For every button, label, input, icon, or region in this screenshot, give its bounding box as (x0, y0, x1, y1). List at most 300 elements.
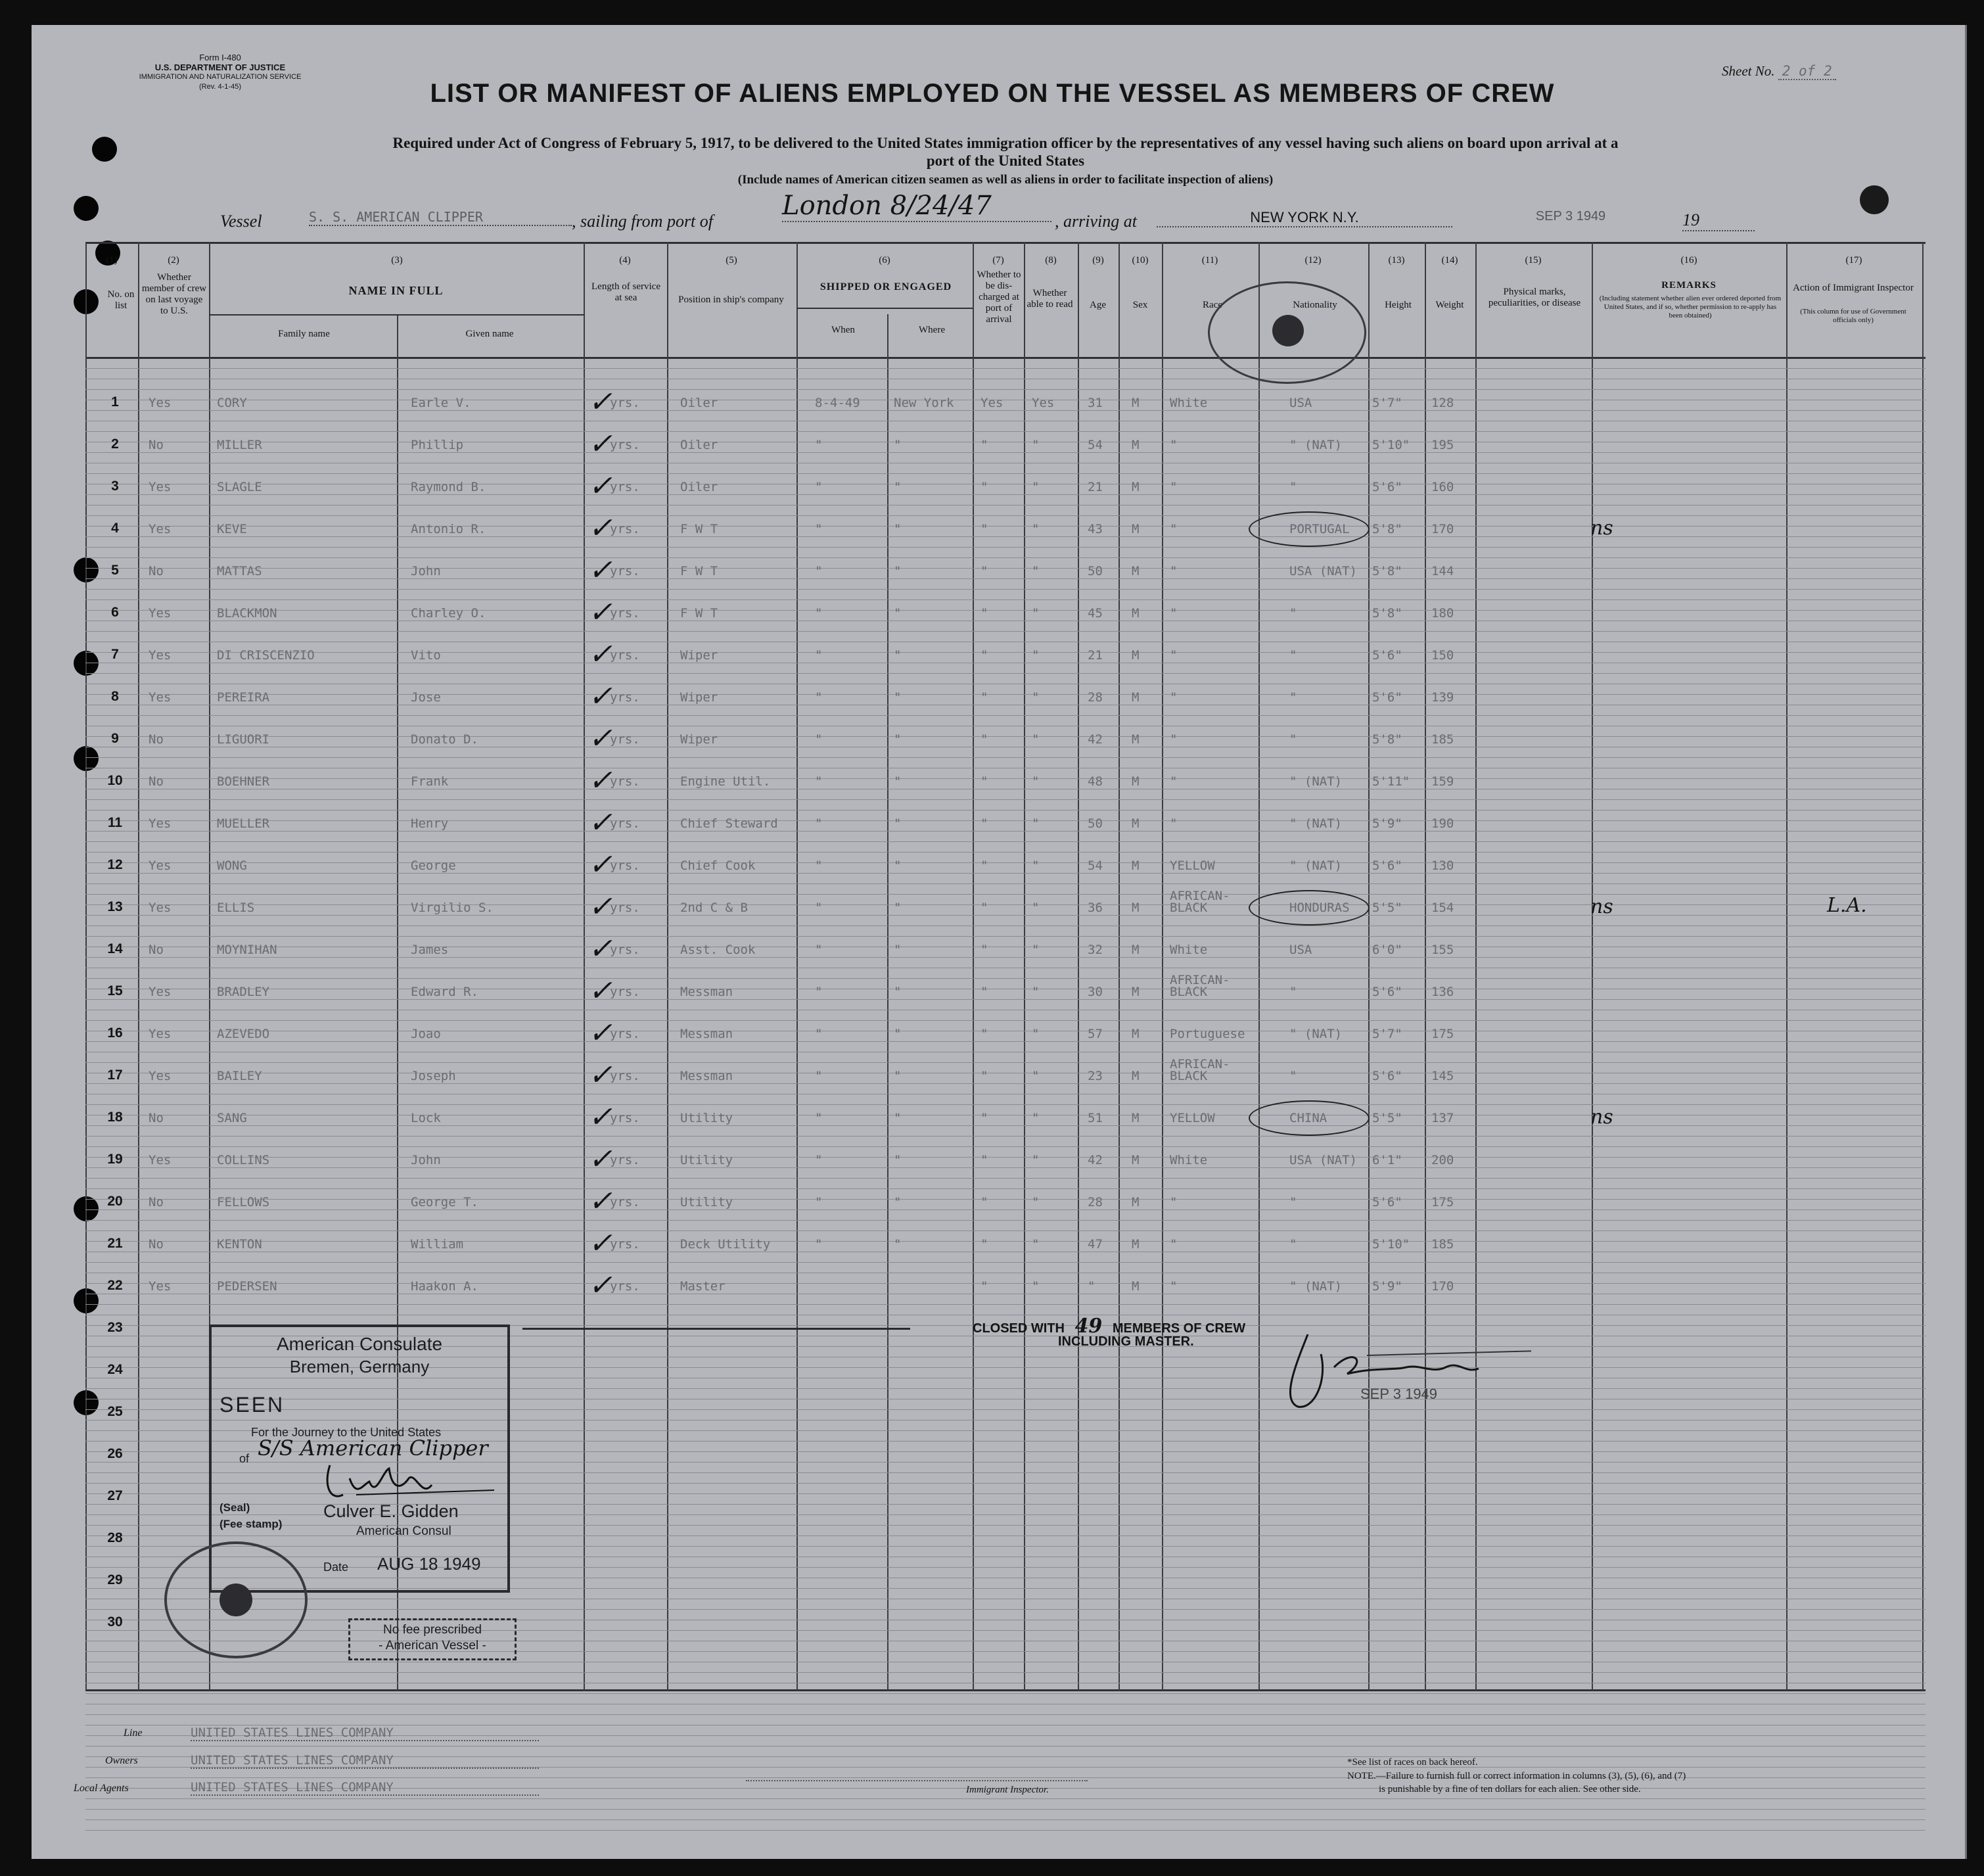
vessel-label: Vessel (220, 212, 262, 231)
column-number: (16) (1680, 255, 1697, 266)
ruled-line (85, 536, 1926, 537)
cell-given: Frank (411, 774, 449, 789)
ruled-line (85, 1146, 1926, 1147)
cell-prev: Yes (149, 985, 172, 999)
ruled-line (85, 1798, 1926, 1799)
remarks-initials: ns (1590, 517, 1613, 540)
cell-prev: Yes (149, 606, 172, 621)
header-name-in-full: NAME IN FULL (348, 284, 444, 297)
cell-service: yrs. (610, 1069, 640, 1083)
cell-nat: " (1289, 1195, 1297, 1209)
no-fee-line-1: No fee prescribed (383, 1623, 482, 1637)
ruled-line (85, 1714, 1926, 1715)
cell-where: " (894, 774, 902, 789)
ruled-line (85, 547, 1926, 548)
form-service: IMMIGRATION AND NATURALIZATION SERVICE (139, 73, 302, 81)
cell-weight: 155 (1431, 943, 1454, 957)
cell-where: " (894, 480, 902, 494)
cell-service: yrs. (610, 1279, 640, 1294)
cell-nat: " (NAT) (1289, 774, 1343, 789)
cell-position: Chief Steward (680, 816, 778, 831)
cell-when: " (815, 1069, 823, 1083)
consul-name: Culver E. Gidden (323, 1501, 459, 1521)
cell-weight: 144 (1431, 564, 1454, 578)
cell-sex: M (1132, 606, 1140, 621)
column-rule (887, 314, 888, 1691)
ruled-line (85, 368, 1926, 369)
ruled-line (85, 820, 1926, 821)
cell-given: Raymond B. (411, 480, 486, 494)
cell-when: " (815, 1237, 823, 1252)
cell-service: yrs. (610, 985, 640, 999)
cell-sex: M (1132, 648, 1140, 663)
cell-age: 21 (1088, 480, 1103, 494)
ruled-line (85, 1262, 1926, 1263)
cell-service: yrs. (610, 480, 640, 494)
consul-title: American Consul (356, 1524, 451, 1538)
cell-disch: " (980, 901, 988, 915)
header-family-name: Family name (278, 329, 330, 339)
column-number: (15) (1525, 255, 1542, 266)
ruled-line (85, 915, 1926, 916)
cell-where: New York (894, 396, 954, 410)
cell-when: " (815, 901, 823, 915)
cell-family: KENTON (217, 1237, 262, 1252)
cell-nat: " (NAT) (1289, 1027, 1343, 1041)
cell-height: 6'1" (1372, 1153, 1402, 1167)
cell-given: Earle V. (411, 396, 471, 410)
ruled-line (85, 557, 1926, 558)
cell-read: " (1032, 858, 1040, 873)
ruled-line (85, 610, 1926, 611)
check-mark-icon: ✓ (588, 427, 612, 461)
cell-position: Engine Util. (680, 774, 771, 789)
row-number: 12 (107, 857, 123, 872)
ruled-line (85, 1609, 1926, 1610)
cell-disch: " (980, 522, 988, 536)
punch-hole (92, 137, 117, 162)
cell-service: yrs. (610, 606, 640, 621)
cell-weight: 139 (1431, 690, 1454, 705)
cell-given: Charley O. (411, 606, 486, 621)
cell-position: F W T (680, 606, 718, 621)
cell-family: CORY (217, 396, 247, 410)
column-rule (1024, 242, 1025, 1691)
cell-sex: M (1132, 943, 1140, 957)
cell-family: AZEVEDO (217, 1027, 270, 1041)
row-number: 23 (107, 1320, 123, 1335)
cell-read: " (1032, 901, 1040, 915)
cell-age: 32 (1088, 943, 1103, 957)
ruled-line (85, 1819, 1926, 1820)
header-race: Race (1203, 300, 1222, 310)
row-number: 11 (107, 815, 123, 830)
subtitle-line-3: (Include names of American citizen seamen as well as aliens in order to facilitate inspection of aliens) (737, 173, 1274, 187)
cell-weight: 170 (1431, 1279, 1454, 1294)
ruled-line (85, 599, 1926, 600)
cell-family: BOEHNER (217, 774, 270, 789)
owners-label: Owners (105, 1755, 138, 1766)
cell-sex: M (1132, 858, 1140, 873)
cell-when: " (815, 606, 823, 621)
ruled-line (85, 578, 1926, 579)
cell-race: " (1170, 1195, 1178, 1209)
header-weight: Weight (1435, 300, 1464, 310)
row-number: 29 (107, 1572, 123, 1587)
form-revision: (Rev. 4-1-45) (199, 83, 241, 91)
subtitle-line-1: Required under Act of Congress of February 5, 1917, to be delivered to the United States immigration officer by the representatives of any vessel having such aliens on board upon arrival at a (392, 135, 1619, 151)
column-number: (6) (879, 255, 890, 266)
stamp-date: AUG 18 1949 (377, 1554, 481, 1574)
ruled-line (85, 831, 1926, 832)
cell-age: 57 (1088, 1027, 1103, 1041)
cell-disch: " (980, 438, 988, 452)
cell-prev: Yes (149, 1279, 172, 1294)
fee-stamp-label: (Fee stamp) (219, 1518, 283, 1530)
cell-nat: PORTUGAL (1289, 522, 1350, 536)
nationality-circle (1249, 511, 1370, 547)
ruled-line (85, 1178, 1926, 1179)
inspector-label: Immigrant Inspector. (966, 1785, 1049, 1795)
ruled-line (85, 1157, 1926, 1158)
cell-prev: Yes (149, 648, 172, 663)
cell-position: Utility (680, 1195, 733, 1209)
check-mark-icon: ✓ (588, 680, 612, 713)
cell-nat: " (NAT) (1289, 858, 1343, 873)
cell-weight: 175 (1431, 1027, 1454, 1041)
subtitle-line-2: port of the United States (926, 152, 1085, 169)
cell-disch: " (980, 858, 988, 873)
inspector-action: L.A. (1827, 894, 1867, 917)
row-number: 24 (107, 1362, 123, 1377)
ruled-line (85, 778, 1926, 779)
ruled-line (85, 694, 1926, 695)
cell-nat: " (1289, 1069, 1297, 1083)
header-no-on-list: No. on list (107, 289, 135, 311)
cell-family: KEVE (217, 522, 247, 536)
ruled-line (85, 1125, 1926, 1126)
header-shipped-or-engaged: SHIPPED OR ENGAGED (819, 281, 952, 293)
cell-disch: " (980, 1027, 988, 1041)
cell-age: 51 (1088, 1111, 1103, 1125)
cell-service: yrs. (610, 901, 640, 915)
row-number: 1 (111, 394, 119, 410)
cell-given: John (411, 1153, 441, 1167)
header-when: When (831, 325, 855, 335)
cell-height: 5'8" (1372, 564, 1402, 578)
cell-service: yrs. (610, 774, 640, 789)
cell-height: 5'9" (1372, 1279, 1402, 1294)
cell-weight: 150 (1431, 648, 1454, 663)
cell-position: 2nd C & B (680, 901, 748, 915)
table-top-rule (85, 242, 1926, 244)
row-number: 13 (107, 899, 123, 914)
cell-age: 45 (1088, 606, 1103, 621)
ruled-line (85, 494, 1926, 495)
ruled-line (85, 736, 1926, 737)
ruled-line (85, 1220, 1926, 1221)
cell-disch: Yes (980, 396, 1004, 410)
cell-position: Deck Utility (680, 1237, 771, 1252)
cell-given: Lock (411, 1111, 441, 1125)
cell-read: " (1032, 1069, 1040, 1083)
cell-service: yrs. (610, 396, 640, 410)
cell-position: Chief Cook (680, 858, 756, 873)
column-number: (1) (106, 255, 118, 266)
cell-weight: 130 (1431, 858, 1454, 873)
cell-when: " (815, 774, 823, 789)
cell-age: 31 (1088, 396, 1103, 410)
closing-count: 49 (1074, 1315, 1103, 1338)
cell-family: PEREIRA (217, 690, 270, 705)
cell-given: Edward R. (411, 985, 478, 999)
cell-disch: " (980, 816, 988, 831)
ruled-line (85, 1020, 1926, 1021)
column-number: (5) (726, 255, 737, 266)
cell-position: Messman (680, 1027, 733, 1041)
inspector-line (746, 1780, 1088, 1781)
master-signature (1268, 1328, 1531, 1413)
ruled-line (85, 1672, 1926, 1673)
column-number: (9) (1092, 255, 1104, 266)
cell-read: " (1032, 1111, 1040, 1125)
cell-nat: USA (NAT) (1289, 564, 1357, 578)
cell-disch: " (980, 606, 988, 621)
agents-value: UNITED STATES LINES COMPANY (191, 1780, 539, 1796)
row-number: 9 (111, 731, 119, 746)
cell-nat: " (NAT) (1289, 816, 1343, 831)
cell-read: " (1032, 816, 1040, 831)
cell-disch: " (980, 1069, 988, 1083)
column-rule (1786, 242, 1788, 1691)
header-nationality: Nationality (1293, 300, 1337, 310)
column-rule (1368, 242, 1370, 1691)
check-mark-icon: ✓ (588, 1058, 612, 1092)
cell-family: BRADLEY (217, 985, 270, 999)
cell-service: yrs. (610, 564, 640, 578)
strike-line (522, 1328, 910, 1330)
cell-height: 5'7" (1372, 396, 1402, 410)
cell-prev: Yes (149, 1069, 172, 1083)
journey-text: For the Journey to the United States (251, 1426, 442, 1439)
sheet-number (1722, 63, 1836, 80)
header-discharged: Whether to be dis-charged at port of arrival (977, 270, 1021, 325)
cell-age: 54 (1088, 438, 1103, 452)
cell-weight: 185 (1431, 1237, 1454, 1252)
cell-prev: Yes (149, 816, 172, 831)
cell-race: " (1170, 816, 1178, 831)
cell-read: " (1032, 648, 1040, 663)
cell-given: Donato D. (411, 732, 478, 747)
cell-nat: USA (1289, 396, 1312, 410)
cell-given: Joao (411, 1027, 441, 1041)
cell-prev: No (149, 1237, 164, 1252)
header-where: Where (919, 325, 945, 335)
cell-race: " (1170, 606, 1178, 621)
cell-family: BLACKMON (217, 606, 277, 621)
ruled-line (85, 1283, 1926, 1284)
check-mark-icon: ✓ (588, 511, 612, 545)
no-fee-line-2: - American Vessel - (379, 1639, 486, 1653)
cell-read: " (1032, 732, 1040, 747)
column-rule (1592, 242, 1593, 1691)
ruled-line (85, 568, 1926, 569)
cell-read: " (1032, 943, 1040, 957)
ruled-line (85, 799, 1926, 800)
cell-age: 42 (1088, 1153, 1103, 1167)
cell-position: F W T (680, 564, 718, 578)
check-mark-icon: ✓ (588, 974, 612, 1008)
cell-height: 6'0" (1372, 943, 1402, 957)
cell-disch: " (980, 480, 988, 494)
cell-prev: Yes (149, 690, 172, 705)
column-number: (14) (1441, 255, 1458, 266)
cell-given: Joseph (411, 1069, 456, 1083)
ruled-line (85, 1809, 1926, 1810)
cell-nat: USA (NAT) (1289, 1153, 1357, 1167)
cell-disch: " (980, 774, 988, 789)
cell-age: 48 (1088, 774, 1103, 789)
cell-age: 28 (1088, 690, 1103, 705)
ruled-line (85, 1083, 1926, 1084)
cell-sex: M (1132, 522, 1140, 536)
cell-family: MILLER (217, 438, 262, 452)
row-number: 5 (111, 563, 119, 578)
cell-read: " (1032, 480, 1040, 494)
cell-where: " (894, 985, 902, 999)
cell-where: " (894, 732, 902, 747)
cell-race: " (1170, 774, 1178, 789)
cell-age: 50 (1088, 816, 1103, 831)
cell-nat: " (NAT) (1289, 438, 1343, 452)
check-mark-icon: ✓ (588, 1142, 612, 1176)
cell-read: " (1032, 1195, 1040, 1209)
cell-prev: Yes (149, 1153, 172, 1167)
cell-sex: M (1132, 1237, 1140, 1252)
ruled-line (85, 1167, 1926, 1168)
cell-race: " (1170, 1237, 1178, 1252)
penalty-note-2: is punishable by a fine of ten dollars for each alien. See other side. (1379, 1784, 1641, 1794)
cell-height: 5'6" (1372, 1195, 1402, 1209)
cell-disch: " (980, 1237, 988, 1252)
cell-nat: CHINA (1289, 1111, 1327, 1125)
ruled-line (85, 1104, 1926, 1105)
row-number: 19 (107, 1152, 123, 1167)
cell-race: " (1170, 690, 1178, 705)
cell-where: " (894, 858, 902, 873)
row-number: 14 (107, 941, 123, 956)
cell-where: " (894, 690, 902, 705)
of-label: of (239, 1452, 250, 1465)
cell-race: AFRICAN-BLACK (1170, 889, 1230, 915)
seen-stamp: SEEN (219, 1393, 285, 1417)
no-fee-box (348, 1618, 517, 1660)
cell-when: " (815, 1153, 823, 1167)
cell-disch: " (980, 1195, 988, 1209)
cell-service: yrs. (610, 858, 640, 873)
ruled-line (85, 431, 1926, 432)
cell-nat: " (1289, 648, 1297, 663)
cell-sex: M (1132, 396, 1140, 410)
ruled-line (85, 410, 1926, 411)
ruled-line (85, 936, 1926, 937)
ruled-line (85, 652, 1926, 653)
cell-when: " (815, 858, 823, 873)
column-rule (1162, 242, 1163, 1691)
cell-weight: 137 (1431, 1111, 1454, 1125)
cell-read: " (1032, 438, 1040, 452)
cell-height: 5'7" (1372, 1027, 1402, 1041)
cell-when: " (815, 1195, 823, 1209)
cell-sex: M (1132, 1027, 1140, 1041)
cell-given: John (411, 564, 441, 578)
header-age: Age (1090, 300, 1106, 310)
cell-height: 5'8" (1372, 606, 1402, 621)
ruled-line (85, 1830, 1926, 1831)
cell-sex: M (1132, 1195, 1140, 1209)
check-mark-icon: ✓ (588, 553, 612, 587)
consulate-city: Bremen, Germany (289, 1357, 430, 1376)
cell-when: " (815, 690, 823, 705)
column-number: (13) (1388, 255, 1405, 266)
check-mark-icon: ✓ (588, 1227, 612, 1260)
cell-height: 5'6" (1372, 480, 1402, 494)
races-note: *See list of races on back hereof. (1347, 1757, 1478, 1768)
cell-given: Phillip (411, 438, 464, 452)
cell-height: 5'6" (1372, 985, 1402, 999)
cell-weight: 154 (1431, 901, 1454, 915)
column-number: (4) (619, 255, 631, 266)
cell-service: yrs. (610, 1237, 640, 1252)
cell-when: " (815, 564, 823, 578)
cell-sex: M (1132, 901, 1140, 915)
table-bottom-rule (85, 1689, 1926, 1691)
cell-prev: Yes (149, 858, 172, 873)
cell-read: " (1032, 774, 1040, 789)
cell-position: Asst. Cook (680, 943, 756, 957)
cell-given: William (411, 1237, 464, 1252)
penalty-note-1: NOTE.—Failure to furnish full or correct information in columns (3), (5), (6), and (7) (1347, 1771, 1686, 1781)
cell-position: Wiper (680, 690, 718, 705)
consulate-title: American Consulate (276, 1334, 443, 1354)
column-rule (1078, 242, 1079, 1691)
cell-disch: " (980, 690, 988, 705)
cell-when: 8-4-49 (815, 396, 860, 410)
check-mark-icon: ✓ (588, 1016, 612, 1050)
header-action: Action of Immigrant Inspector (1793, 283, 1914, 293)
cell-position: Oiler (680, 480, 718, 494)
header-remarks: REMARKS (1661, 280, 1717, 291)
row-number: 27 (107, 1488, 123, 1503)
closing-note-line-2: INCLUDING MASTER. (1058, 1334, 1194, 1349)
arriving-label: , arriving at (1055, 212, 1137, 231)
cell-family: MATTAS (217, 564, 262, 578)
cell-weight: 200 (1431, 1153, 1454, 1167)
page-title: LIST OR MANIFEST OF ALIENS EMPLOYED ON THE VESSEL AS MEMBERS OF CREW (430, 79, 1555, 108)
cell-family: BAILEY (217, 1069, 262, 1083)
cell-read: " (1032, 522, 1040, 536)
check-mark-icon: ✓ (588, 385, 612, 419)
stamp-mark (1860, 185, 1889, 214)
arriving-port: NEW YORK N.Y. (1157, 209, 1452, 227)
ruled-line (85, 1304, 1926, 1305)
cell-weight: 145 (1431, 1069, 1454, 1083)
row-number: 26 (107, 1446, 123, 1461)
cell-race: YELLOW (1170, 1111, 1215, 1125)
stamp-date-label: Date (323, 1560, 349, 1574)
cell-prev: Yes (149, 522, 172, 536)
cell-age: 42 (1088, 732, 1103, 747)
